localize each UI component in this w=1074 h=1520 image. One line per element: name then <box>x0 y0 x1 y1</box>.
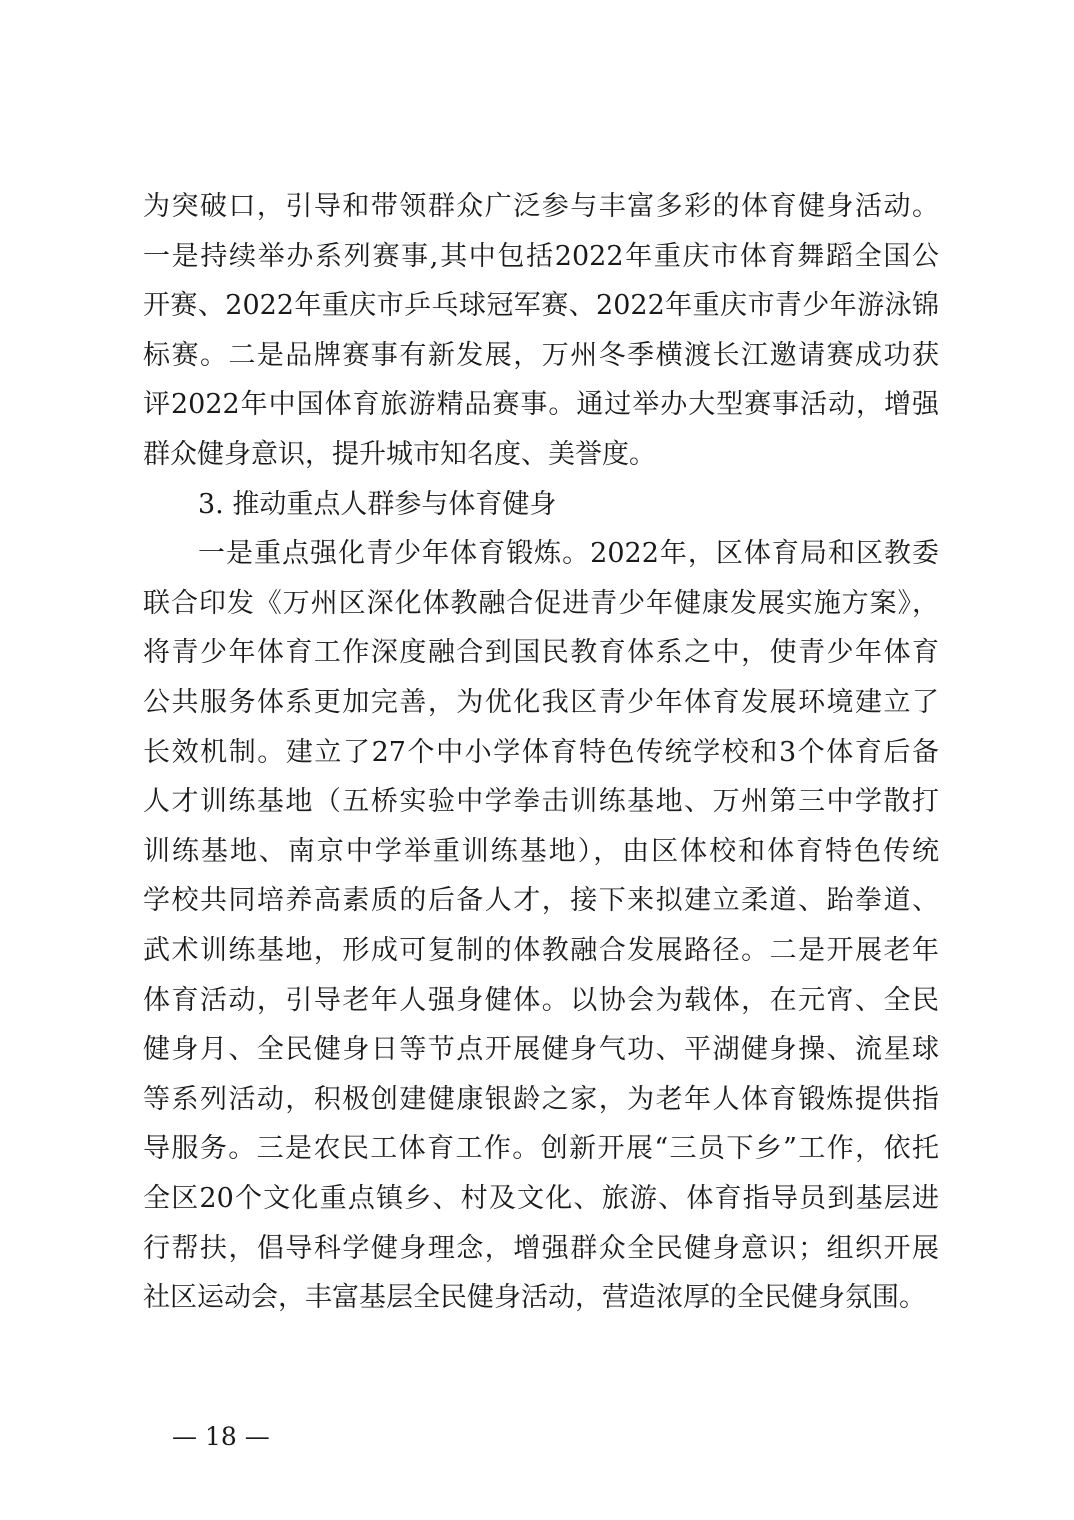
body-line: 等系列活动，积极创建健康银龄之家，为老年人体育锻炼提供指 <box>143 1084 939 1115</box>
body-line: 社区运动会，丰富基层全民健身活动，营造浓厚的全民健身氛围。 <box>143 1282 926 1313</box>
body-line: 一是持续举办系列赛事,其中包括2022年重庆市体育舞蹈全国公 <box>143 241 939 272</box>
body-line: 公共服务体系更加完善，为优化我区青少年体育发展环境建立了 <box>143 687 939 718</box>
body-line: 标赛。二是品牌赛事有新发展，万州冬季横渡长江邀请赛成功获 <box>143 340 939 371</box>
body-line: 评2022年中国体育旅游精品赛事。通过举办大型赛事活动，增强 <box>143 389 939 420</box>
body-line: 人才训练基地（五桥实验中学拳击训练基地、万州第三中学散打 <box>143 786 939 817</box>
body-line: 开赛、2022年重庆市乒乓球冠军赛、2022年重庆市青少年游泳锦 <box>143 290 939 321</box>
body-line: 为突破口，引导和带领群众广泛参与丰富多彩的体育健身活动。 <box>143 191 939 222</box>
body-line: 体育活动，引导老年人强身健体。以协会为载体，在元宵、全民 <box>143 985 939 1016</box>
body-line: 长效机制。建立了27个中小学体育特色传统学校和3个体育后备 <box>143 737 939 768</box>
body-line: 联合印发《万州区深化体教融合促进青少年健康发展实施方案》， <box>143 588 939 619</box>
page-number: — 18 — <box>172 1422 270 1451</box>
body-line: 一是重点强化青少年体育锻炼。2022年，区体育局和区教委 <box>198 538 939 569</box>
body-line: 行帮扶，倡导科学健身理念，增强群众全民健身意识；组织开展 <box>143 1233 939 1264</box>
body-line: 武术训练基地，形成可复制的体教融合发展路径。二是开展老年 <box>143 935 939 966</box>
body-line: 将青少年体育工作深度融合到国民教育体系之中，使青少年体育 <box>143 637 939 668</box>
body-line: 群众健身意识，提升城市知名度、美誉度。 <box>143 439 656 470</box>
body-line: 训练基地、南京中学举重训练基地），由区体校和体育特色传统 <box>143 836 939 867</box>
body-line: 全区20个文化重点镇乡、村及文化、旅游、体育指导员到基层进 <box>143 1183 939 1214</box>
body-line: 健身月、全民健身日等节点开展健身气功、平湖健身操、流星球 <box>143 1034 939 1065</box>
section-heading: 3. 推动重点人群参与体育健身 <box>198 489 557 520</box>
body-line: 导服务。三是农民工体育工作。创新开展“三员下乡”工作，依托 <box>143 1133 939 1164</box>
body-line: 学校共同培养高素质的后备人才，接下来拟建立柔道、跆拳道、 <box>143 885 939 916</box>
